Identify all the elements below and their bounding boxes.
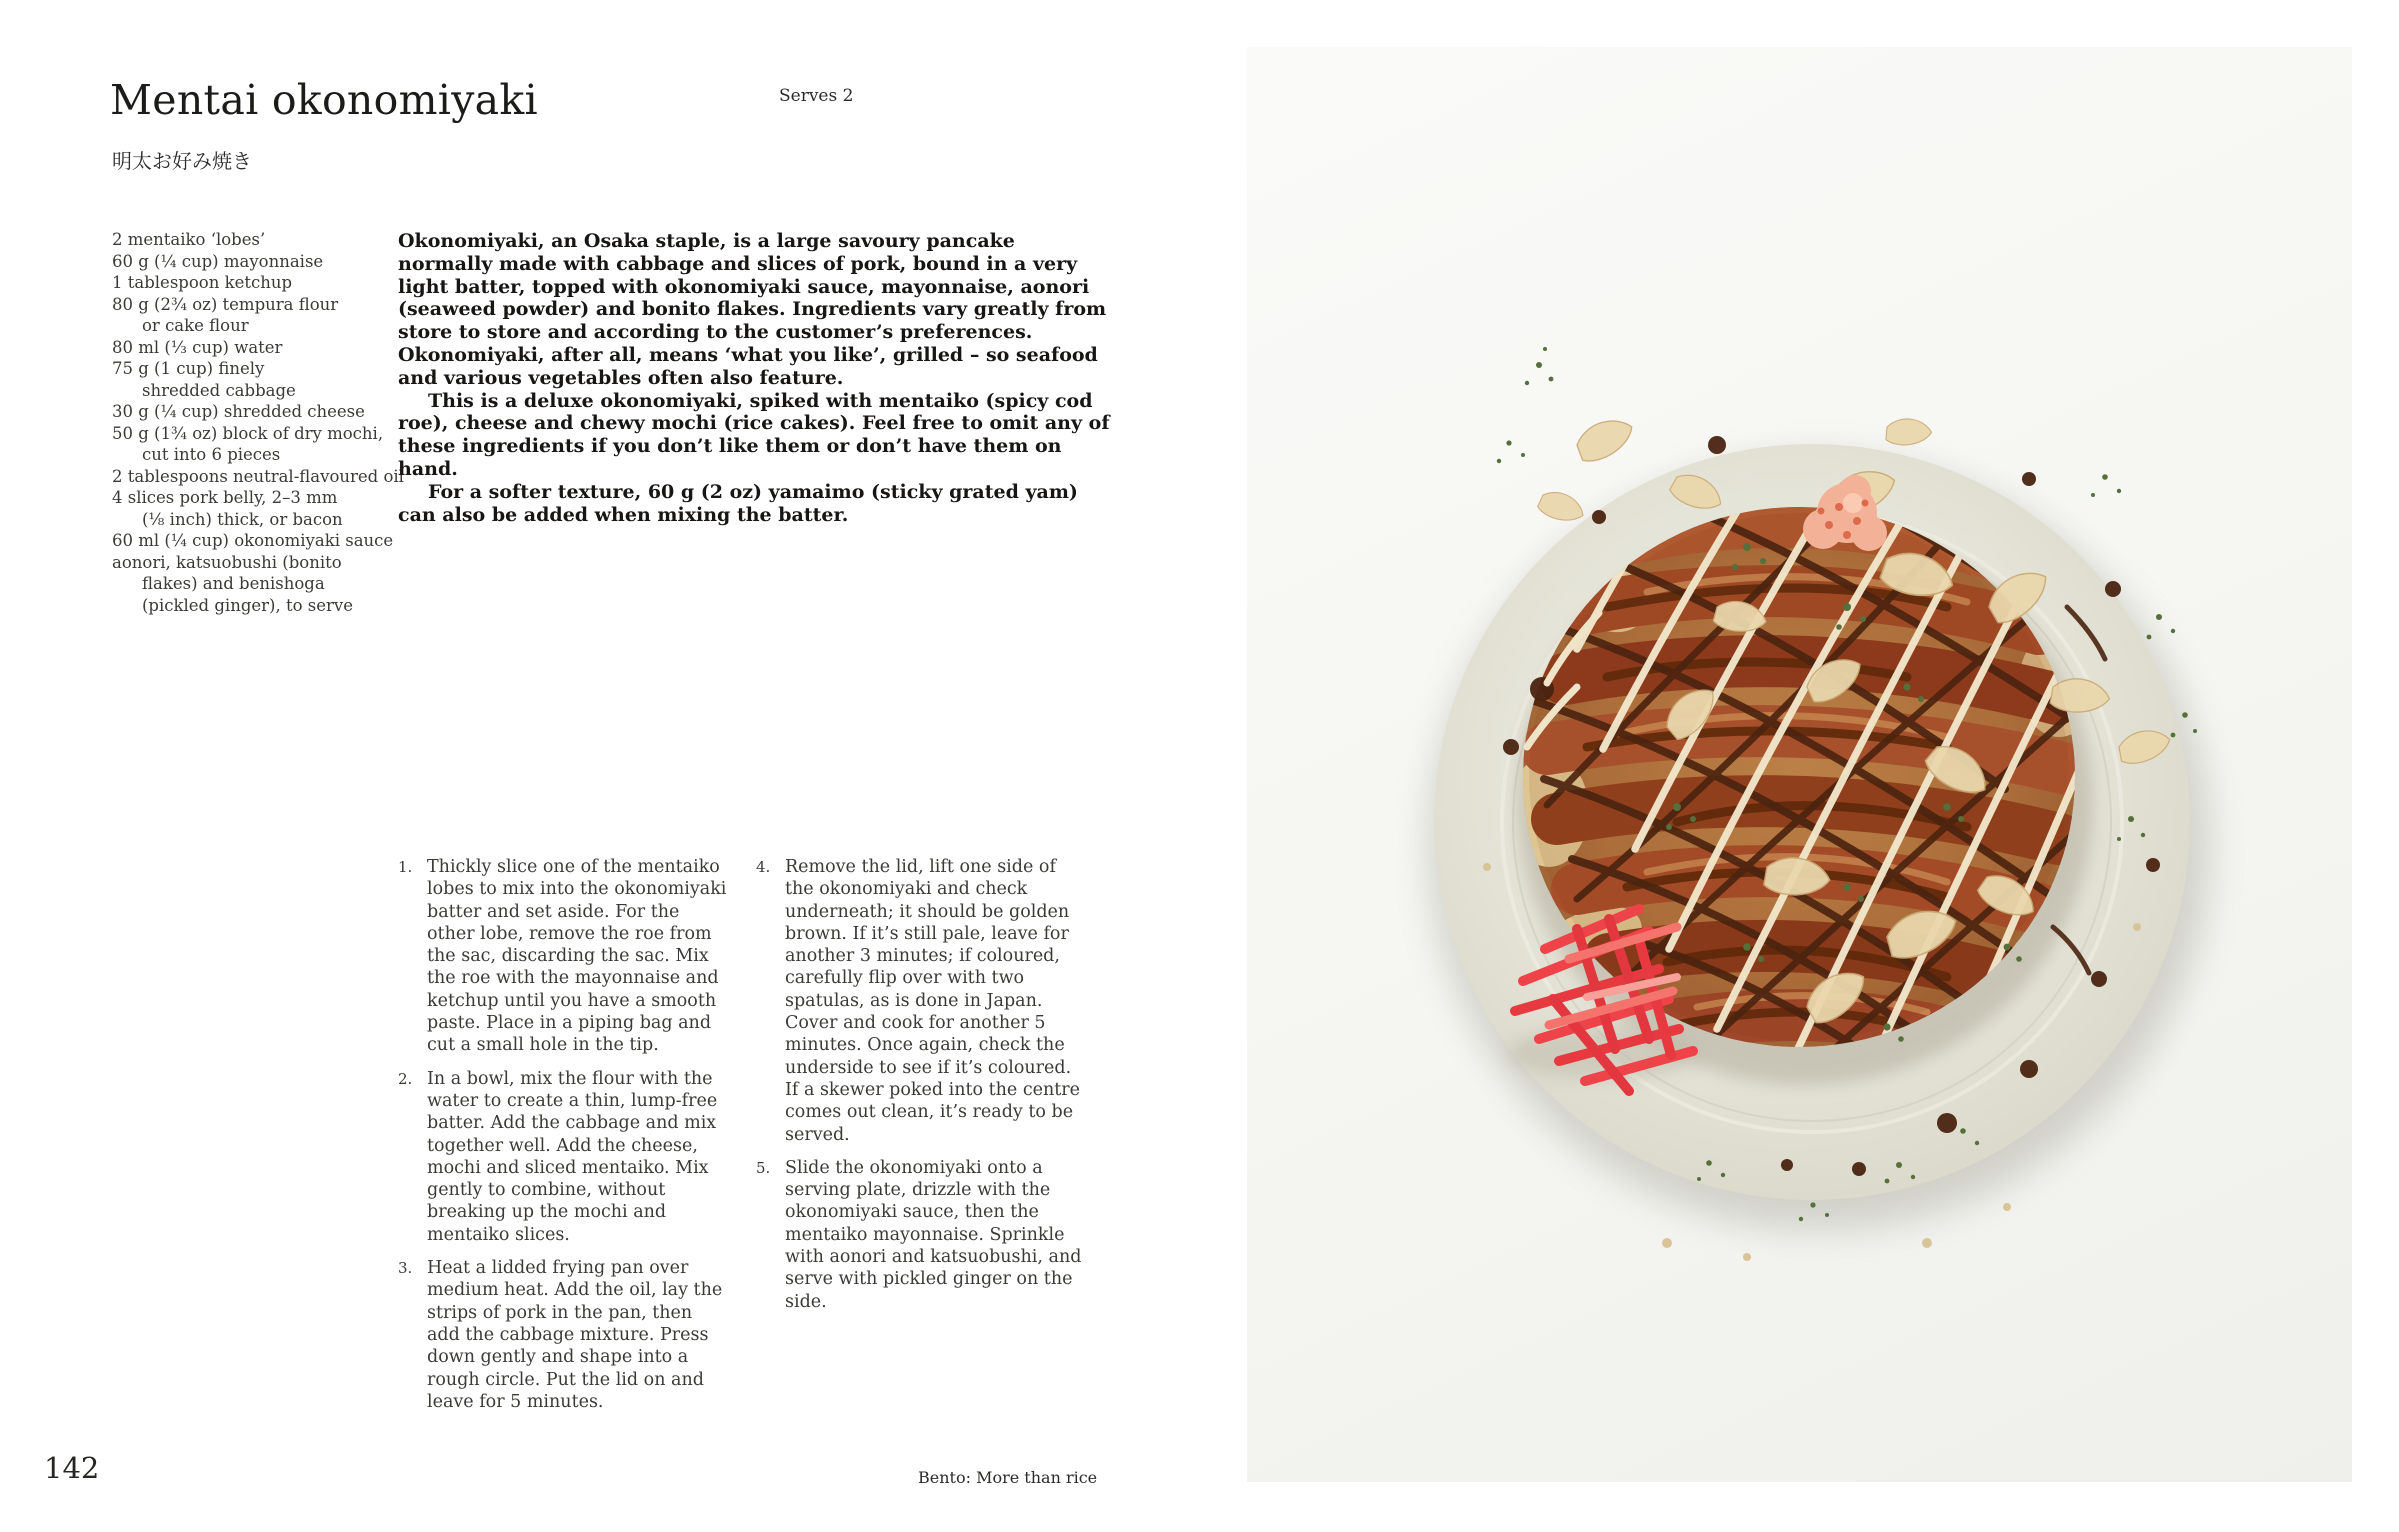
step-number: 1. (398, 858, 413, 876)
serves-label: Serves 2 (779, 86, 854, 106)
step-text: In a bowl, mix the flour with the water to create a thin, lump-free batter. Add the cabbage and mix together well. Add the cheese, mochi and sliced mentaiko. Mix gently to combine, without breaking up the mochi and mentaiko slices. (427, 1068, 718, 1245)
ingredient-line: 60 g (¼ cup) mayonnaise (112, 251, 324, 271)
ingredient-line: 30 g (¼ cup) shredded cheese (112, 402, 365, 421)
ingredient-line: 60 ml (¼ cup) okonomiyaki sauce (112, 531, 394, 550)
photo-page (1247, 47, 2352, 1482)
ingredient-line: shredded cabbage (142, 380, 296, 400)
step-number: 3. (398, 1259, 413, 1278)
book-title: Bento: More than rice (918, 1468, 1098, 1487)
step-item (756, 856, 1088, 1146)
recipe-intro (398, 230, 1112, 526)
intro-paragraph: For a softer texture, 60 g (2 oz) yamaimo (sticky grated yam) can also be added when mixing the batter. (398, 480, 1078, 526)
ingredient-line: 80 g (2¾ oz) tempura flour (112, 294, 339, 314)
ingredient-line: 2 tablespoons neutral-flavoured oil (112, 466, 404, 486)
steps-column-2 (756, 856, 1088, 1324)
ingredient-line: flakes) and benishoga (142, 574, 325, 593)
ingredient-line: or cake flour (142, 316, 249, 335)
step-text: Thickly slice one of the mentaiko lobes to mix into the okonomiyaki batter and set aside. For the other lobe, remove the roe from the sac, discarding the sac. Mix the roe with the mayonnaise and ketchup until you have a smooth paste. Place in a piping bag and cut a small hole in the tip. (427, 857, 727, 1056)
page-number: 142 (44, 1451, 100, 1485)
step-text: Heat a lidded frying pan over medium heat. Add the oil, lay the strips of pork in the pan, then add the cabbage mixture. Press down gently and shape into a rough circle. Put the lid on and leave for 5 minutes. (427, 1258, 723, 1412)
step-number: 2. (398, 1069, 413, 1088)
step-number: 5. (756, 1158, 771, 1177)
ingredient-line: cut into 6 pieces (142, 445, 281, 464)
ingredient-line: 4 slices pork belly, 2–3 mm (112, 488, 338, 507)
ingredients-list (112, 229, 417, 616)
ingredient-line: 1 tablespoon ketchup (112, 273, 293, 292)
ingredient-line: 75 g (1 cup) finely (112, 359, 265, 378)
ingredient-line: aonori, katsuobushi (bonito (112, 552, 342, 572)
intro-paragraph: Okonomiyaki, an Osaka staple, is a large savoury pancake normally made with cabbage and slices of pork, bound in a very light batter, topped with okonomiyaki sauce, mayonnaise, aonori (seaweed powder) and bonito flakes. Ingredients vary greatly from store to store and according to the customer’s preferences. Okonomiyaki, after all, means ‘what you like’, grilled – so seafood and various vegetables often also feature. (398, 230, 1107, 389)
ingredient-line: 50 g (1¾ oz) block of dry mochi, (112, 423, 384, 443)
okonomiyaki-photo (1247, 47, 2352, 1482)
ingredient-line: 80 ml (⅓ cup) water (112, 337, 283, 357)
ingredient-line: (pickled ginger), to serve (142, 595, 353, 615)
step-item (756, 1157, 1088, 1313)
step-item (398, 1257, 730, 1413)
step-item (398, 1068, 730, 1246)
recipe-title-japanese: 明太お好み焼き (112, 149, 252, 173)
step-text: Remove the lid, lift one side of the okonomiyaki and check underneath; it should be golden brown. If it’s still pale, leave for another 3 minutes; if coloured, carefully flip over with two spatulas, as is done in Japan. Cover and cook for another 5 minutes. Once again, check the underside to see if it’s coloured. If a skewer poked into the centre comes out clean, it’s ready to be served. (785, 857, 1081, 1145)
step-item (398, 856, 730, 1057)
ingredient-line: 2 mentaiko ‘lobes’ (112, 230, 266, 249)
ingredient-line: (⅛ inch) thick, or bacon (142, 509, 343, 529)
page-title: Mentai okonomiyaki (110, 76, 538, 124)
steps-column-1 (398, 856, 730, 1424)
step-number: 4. (756, 858, 771, 876)
step-text: Slide the okonomiyaki onto a serving plate, drizzle with the okonomiyaki sauce, then the mentaiko mayonnaise. Sprinkle with aonori and katsuobushi, and serve with pickled ginger on the side. (785, 1157, 1082, 1312)
intro-paragraph: This is a deluxe okonomiyaki, spiked with mentaiko (spicy cod roe), cheese and chewy mochi (rice cakes). Feel free to omit any of these ingredients if you don’t like them or don’t have them on hand. (398, 389, 1110, 480)
